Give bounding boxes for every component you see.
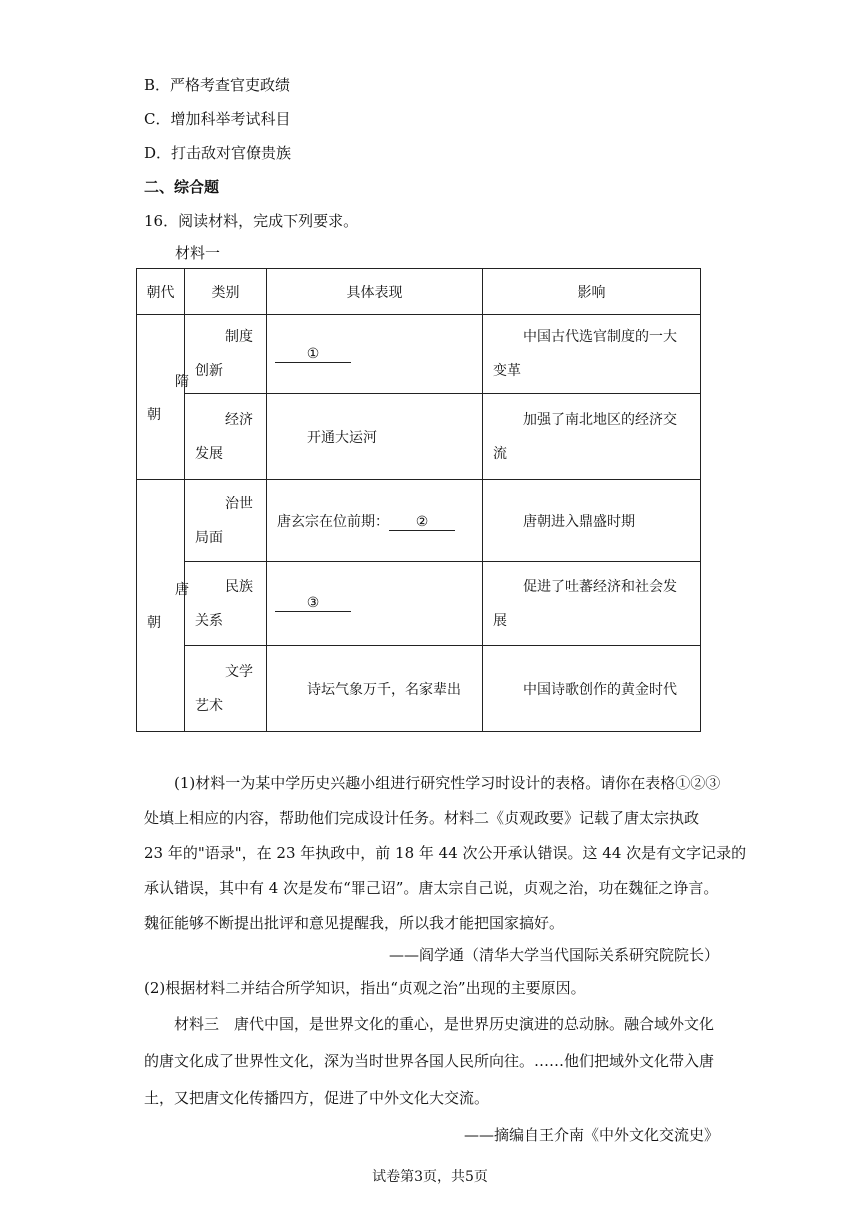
content-text: 诗坛气象万千，名家辈出 — [307, 681, 461, 698]
category-text: 发展 — [195, 445, 223, 462]
option-d: D．打击敌对官僚贵族 — [144, 144, 292, 162]
paragraph-material-two — [144, 766, 746, 941]
category-text: 民族 — [225, 578, 253, 595]
dynasty-char: 隋 — [175, 374, 189, 390]
dynasty-cell-sui — [137, 315, 189, 480]
effect-cell — [483, 562, 701, 646]
header-dynasty: 朝代 — [137, 269, 185, 315]
content-cell — [267, 480, 483, 562]
category-cell — [185, 315, 267, 394]
effect-cell — [483, 394, 701, 480]
page-footer: 试卷第3页，共5页 — [372, 1169, 488, 1185]
category-text: 制度 — [225, 329, 253, 346]
content-text: 唐玄宗在位前期： — [277, 513, 389, 530]
source-citation: ——摘编自王介南《中外文化交流史》 — [463, 1126, 719, 1144]
paragraph-line: 的唐文化成了世界性文化，深为当时世界各国人民所向往。……他们把域外文化带入唐 — [144, 1052, 715, 1070]
header-category: 类别 — [185, 269, 267, 315]
category-text: 艺术 — [195, 697, 223, 714]
dynasty-char: 朝 — [147, 407, 161, 423]
effect-cell — [483, 315, 701, 394]
header-content: 具体表现 — [267, 269, 483, 315]
category-text: 治世 — [225, 495, 253, 512]
blank-answer-2: ② — [389, 514, 455, 531]
material-label: 材料一 — [175, 244, 221, 262]
table-row — [137, 315, 701, 394]
content-cell — [267, 562, 483, 646]
paragraph-line: 承认错误，其中有 4 次是发布“罪己诏”。唐太宗自己说，贞观之治，功在魏征之诤言。 — [144, 879, 719, 897]
question-stem: 16．阅读材料，完成下列要求。 — [144, 212, 359, 230]
table-row — [137, 394, 701, 480]
paragraph-line: 23 年的"语录"，在 23 年执政中，前 18 年 44 次公开承认错误。这 44 次是有文字记录的 — [144, 844, 747, 862]
category-text: 局面 — [195, 529, 223, 546]
category-text: 经济 — [225, 411, 253, 428]
effect-text: 中国诗歌创作的黄金时代 — [523, 681, 677, 698]
category-text: 文学 — [225, 663, 253, 680]
paragraph-line: 土，又把唐文化传播四方，促进了中外文化大交流。 — [144, 1089, 490, 1107]
category-cell — [185, 562, 267, 646]
table-header-row — [137, 269, 701, 315]
category-text: 创新 — [195, 363, 223, 380]
header-effect: 影响 — [483, 269, 701, 315]
option-c: C．增加科举考试科目 — [144, 110, 291, 128]
source-citation: ——阎学通（清华大学当代国际关系研究院院长） — [388, 946, 719, 964]
content-cell — [267, 315, 483, 394]
table-row — [137, 646, 701, 732]
effect-text: 加强了南北地区的经济交 — [523, 411, 677, 428]
paragraph-line: 材料三 唐代中国，是世界文化的重心，是世界历史演进的总动脉。融合域外文化 — [174, 1015, 715, 1033]
section-title: 二、综合题 — [144, 178, 220, 196]
content-text: 开通大运河 — [307, 429, 377, 446]
dynasty-char: 唐 — [175, 581, 189, 598]
paragraph-line: 处填上相应的内容，帮助他们完成设计任务。材料二《贞观政要》记载了唐太宗执政 — [144, 809, 700, 827]
paragraph-line: (1)材料一为某中学历史兴趣小组进行研究性学习时设计的表格。请你在表格①②③ — [174, 774, 721, 792]
effect-text: 展 — [493, 612, 507, 629]
effect-cell — [483, 646, 701, 732]
category-cell — [185, 646, 267, 732]
effect-text: 促进了吐蕃经济和社会发 — [523, 578, 677, 595]
dynasty-cell-tang — [137, 480, 189, 732]
table-row — [137, 562, 701, 646]
paragraph-material-three — [144, 1006, 714, 1117]
effect-text: 变革 — [493, 363, 521, 380]
content-cell — [267, 394, 483, 480]
category-cell — [185, 480, 267, 562]
content-cell — [267, 646, 483, 732]
dynasty-char: 朝 — [147, 614, 161, 631]
category-cell — [185, 394, 267, 480]
effect-text: 唐朝进入鼎盛时期 — [523, 513, 635, 530]
category-text: 关系 — [195, 612, 223, 629]
blank-answer-1: ① — [275, 346, 351, 363]
paragraph-line: 魏征能够不断提出批评和意见提醒我，所以我才能把国家搞好。 — [144, 914, 565, 932]
effect-text: 流 — [493, 445, 507, 462]
table-row — [137, 480, 701, 562]
effect-text: 中国古代选官制度的一大 — [523, 329, 677, 346]
blank-answer-3: ③ — [275, 595, 351, 612]
question-2: (2)根据材料二并结合所学知识，指出“贞观之治”出现的主要原因。 — [144, 979, 586, 997]
material-table — [136, 268, 701, 732]
option-b: B．严格考查官吏政绩 — [144, 76, 291, 94]
effect-cell — [483, 480, 701, 562]
